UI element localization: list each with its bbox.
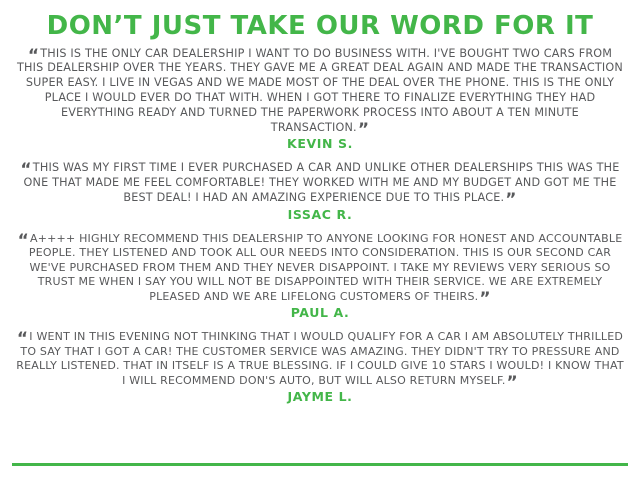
footer-divider (12, 463, 628, 466)
testimonial-text-wrapper (12, 45, 628, 140)
testimonial-author: ISSAC R. (287, 206, 353, 222)
close-quote-icon: ” (479, 288, 491, 309)
close-quote-icon: ” (357, 119, 370, 140)
close-quote-icon: ” (506, 372, 518, 393)
testimonial-text-wrapper (12, 160, 628, 210)
testimonial-author: JAYME L. (287, 389, 353, 405)
testimonial-text: THIS IS THE ONLY CAR DEALERSHIP I WANT TO DO BUSINESS WITH. I'VE BOUGHT TWO CARS FROM THIS DEALERSHIP OVER THE YEARS. THEY GAVE ME A GREAT DEAL AGAIN AND MADE THE TRANSACTION SUPER EASY. I LIVE IN VEGAS AND WE MADE MOST OF THE DEAL OVER THE PHONE. THIS IS THE ONLY PLACE I WOULD EVER DO THAT WITH. WHEN I GOT THERE TO FINALIZE EVERYTHING THEY HAD EVERYTHING READY AND TURNED THE PAPERWORK PROCESS INTO ABOUT A TEN MINUTE TRANSACTION. (17, 46, 623, 134)
testimonial-text: A++++ HIGHLY RECOMMEND THIS DEALERSHIP TO ANYONE LOOKING FOR HONEST AND ACCOUNTABLE PEOPLE. THEY LISTENED AND TOOK ALL OUR NEEDS INTO CONSIDERATION. THIS IS OUR SECOND CAR WE'VE PURCHASED FROM THEM AND THEY NEVER DISAPPOINT. I TAKE MY REVIEWS VERY SERIOUS SO TRUST ME WHEN I SAY YOU WILL NOT BE DISAPPOINTED WITH THEIR SERVICE. WE ARE EXTREMELY PLEASED AND WE ARE LIFELONG CUSTOMERS OF THEIRS. (28, 231, 623, 303)
open-quote-icon: “ (16, 329, 29, 350)
close-quote-icon: ” (505, 189, 517, 210)
open-quote-icon: “ (27, 45, 40, 66)
testimonial-text-wrapper (12, 230, 628, 309)
open-quote-icon: “ (17, 230, 29, 251)
testimonial-text-wrapper (12, 329, 628, 393)
testimonial-text: I WENT IN THIS EVENING NOT THINKING THAT I WOULD QUALIFY FOR A CAR I AM ABSOLUTELY THRILLED TO SAY THAT I GOT A CAR! THE CUSTOMER SERVICE WAS AMAZING. THEY DIDN'T TRY TO PRESSURE AND REALLY LISTENED. THAT IN ITSELF IS A TRUE BLESSING. IF I COULD GIVE 10 STARS I WOULD! I KNOW THAT I WILL RECOMMEND DON'S AUTO, BUT WILL ALSO RETURN MYSELF. (16, 330, 624, 387)
page-title: DON’T JUST TAKE OUR WORD FOR IT (46, 11, 594, 41)
testimonial-item (12, 47, 628, 152)
testimonial-item (12, 232, 628, 321)
testimonial-text: THIS WAS MY FIRST TIME I EVER PURCHASED A CAR AND UNLIKE OTHER DEALERSHIPS THIS WAS THE ONE THAT MADE ME FEEL COMFORTABLE! THEY WORKED WITH ME AND MY BUDGET AND GOT ME THE BEST DEAL! I HAD AN AMAZING EXPERIENCE DUE TO THIS PLACE. (23, 161, 620, 204)
testimonial-author: KEVIN S. (287, 136, 353, 152)
testimonial-item (12, 330, 628, 404)
testimonial-item (12, 161, 628, 221)
open-quote-icon: “ (20, 160, 32, 181)
testimonial-author: PAUL A. (290, 305, 350, 321)
